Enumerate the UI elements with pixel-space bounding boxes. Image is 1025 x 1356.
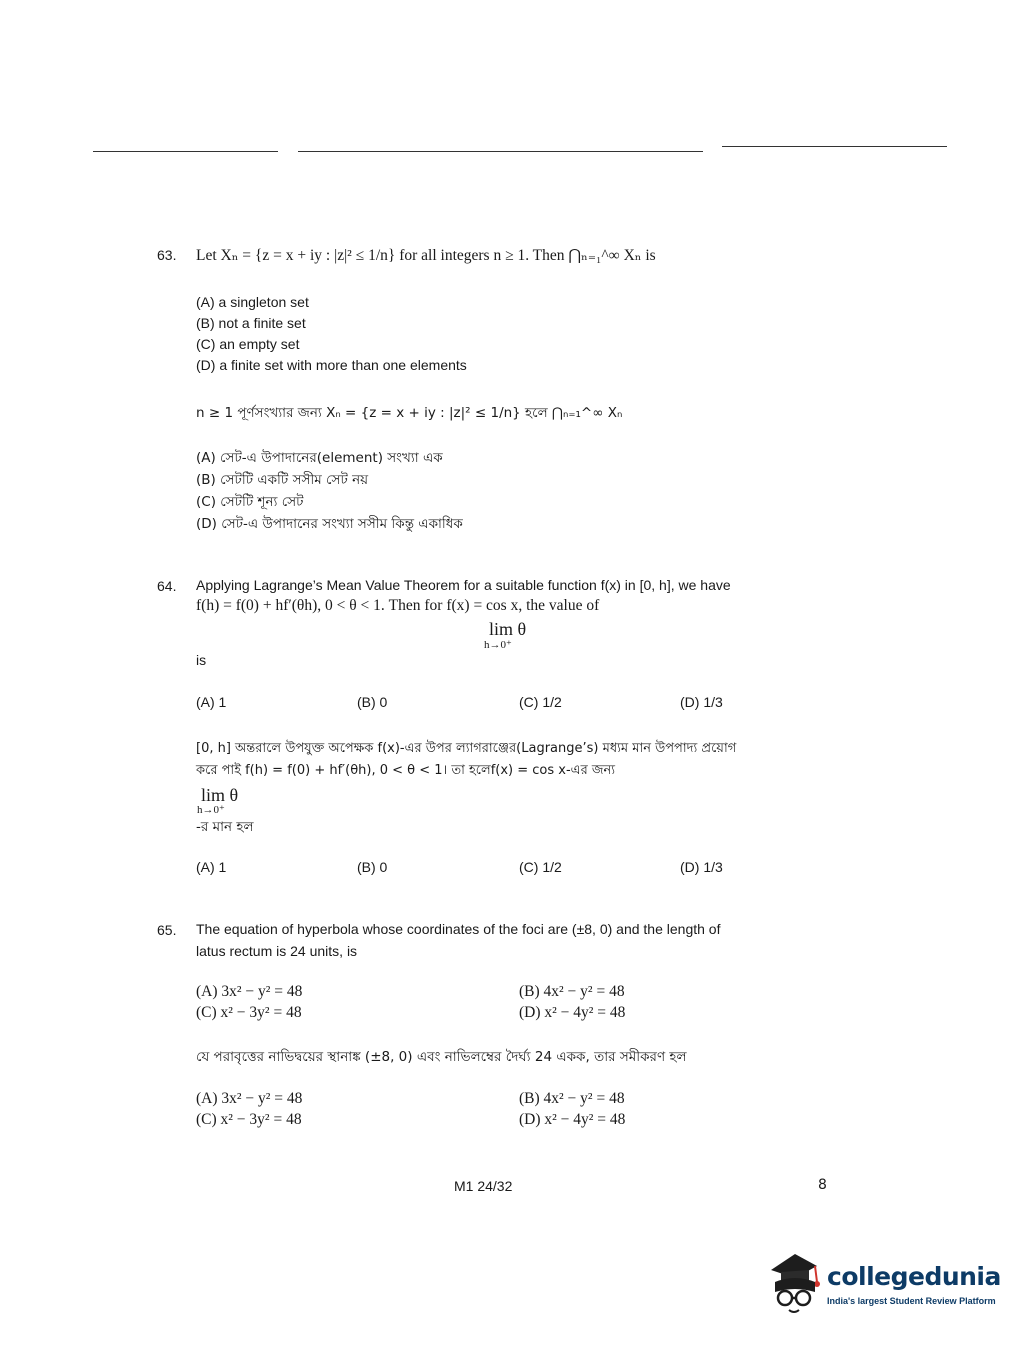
q64-option-b: (B) 0 — [357, 694, 388, 710]
q64-en-tail: is — [196, 652, 207, 668]
mascot-icon — [765, 1248, 823, 1314]
q64-option-c: (C) 1/2 — [519, 694, 562, 710]
q63-en-option-b: (B) not a finite set — [196, 315, 306, 331]
q64-bn-line1: [0, h] অন্তরালে উপযুক্ত অপেক্ষক f(x)-এর উপর ল্যাগরাঞ্জের(Lagrange’s) মধ্যম মান উপপাদ্য প্রয়োগ — [196, 741, 737, 756]
q64-bn-limit-expr: lim θ — [201, 785, 239, 805]
q65-bn-option-b: (B) 4x² − y² = 48 — [519, 1090, 625, 1107]
q63-bn-option-a: (A) সেট-এ উপাদানের(element) সংখ্যা এক — [196, 450, 443, 466]
q64-number: 64. — [157, 578, 177, 594]
q63-en-stem: Let Xₙ = {z = x + iy : |z|² ≤ 1/n} for all integers n ≥ 1. Then ⋂ₙ₌₁^∞ Xₙ is — [196, 247, 656, 264]
q65-bn-option-c: (C) x² − 3y² = 48 — [196, 1111, 302, 1128]
q64-limit-expr: lim θ — [489, 619, 527, 639]
header-rule-1 — [93, 151, 278, 152]
q65-number: 65. — [157, 922, 177, 938]
q64-bn-option-b: (B) 0 — [357, 859, 388, 875]
q64-option-a: (A) 1 — [196, 694, 227, 710]
header-rule-2 — [298, 151, 703, 152]
q64-bn-limit-sub: h→0⁺ — [197, 804, 225, 816]
q64-limit-sub: h→0⁺ — [484, 639, 512, 651]
q64-bn-tail: -র মান হল — [196, 819, 254, 835]
q65-en-line1: The equation of hyperbola whose coordinates of the foci are (±8, 0) and the length of — [196, 921, 721, 937]
q64-bn-line2: করে পাই f(h) = f(0) + hf′(θh), 0 < θ < 1। তা হলেf(x) = cos x-এর জন্য — [196, 763, 616, 778]
corner-mark: 8 — [818, 1177, 827, 1193]
q65-bn-stem: যে পরাবৃত্তের নাভিদ্বয়ের স্থানাঙ্ক (±8, 0) এবং নাভিলম্বের দৈর্ঘ্য 24 একক, তার সমীকরণ হল — [196, 1049, 687, 1065]
page-number: M1 24/32 — [454, 1178, 513, 1194]
brand-name: collegedunia — [827, 1262, 1001, 1291]
q65-option-a: (A) 3x² − y² = 48 — [196, 983, 303, 1000]
q63-bn-option-b: (B) সেটটি একটি সসীম সেট নয় — [196, 472, 369, 488]
q65-en-line2: latus rectum is 24 units, is — [196, 943, 358, 959]
q64-bn-option-c: (C) 1/2 — [519, 859, 562, 875]
q63-en-option-a: (A) a singleton set — [196, 294, 309, 310]
q65-option-c: (C) x² − 3y² = 48 — [196, 1004, 302, 1021]
q65-bn-option-d: (D) x² − 4y² = 48 — [519, 1111, 626, 1128]
q64-option-d: (D) 1/3 — [680, 694, 723, 710]
q63-en-option-c: (C) an empty set — [196, 336, 300, 352]
q65-option-d: (D) x² − 4y² = 48 — [519, 1004, 626, 1021]
q64-bn-option-d: (D) 1/3 — [680, 859, 723, 875]
header-rule-3 — [722, 146, 947, 147]
q63-en-option-d: (D) a finite set with more than one elements — [196, 357, 467, 373]
q63-bn-stem: n ≥ 1 পূর্ণসংখ্যার জন্য Xₙ = {z = x + iy : |z|² ≤ 1/n} হলে ⋂ₙ₌₁^∞ Xₙ — [196, 405, 623, 421]
q65-option-b: (B) 4x² − y² = 48 — [519, 983, 625, 1000]
q64-en-line2: f(h) = f(0) + hf′(θh), 0 < θ < 1. Then for f(x) = cos x, the value of — [196, 597, 600, 614]
q64-en-line1: Applying Lagrange’s Mean Value Theorem for a suitable function f(x) in [0, h], we have — [196, 577, 731, 593]
q63-bn-option-c: (C) সেটটি শূন্য সেট — [196, 494, 304, 510]
q63-bn-option-d: (D) সেট-এ উপাদানের সংখ্যা সসীম কিন্তু একাধিক — [196, 516, 463, 532]
q65-bn-option-a: (A) 3x² − y² = 48 — [196, 1090, 303, 1107]
q64-bn-option-a: (A) 1 — [196, 859, 227, 875]
q63-number: 63. — [157, 247, 177, 263]
brand-logo — [765, 1248, 1001, 1318]
brand-tagline: India's largest Student Review Platform — [827, 1296, 996, 1306]
